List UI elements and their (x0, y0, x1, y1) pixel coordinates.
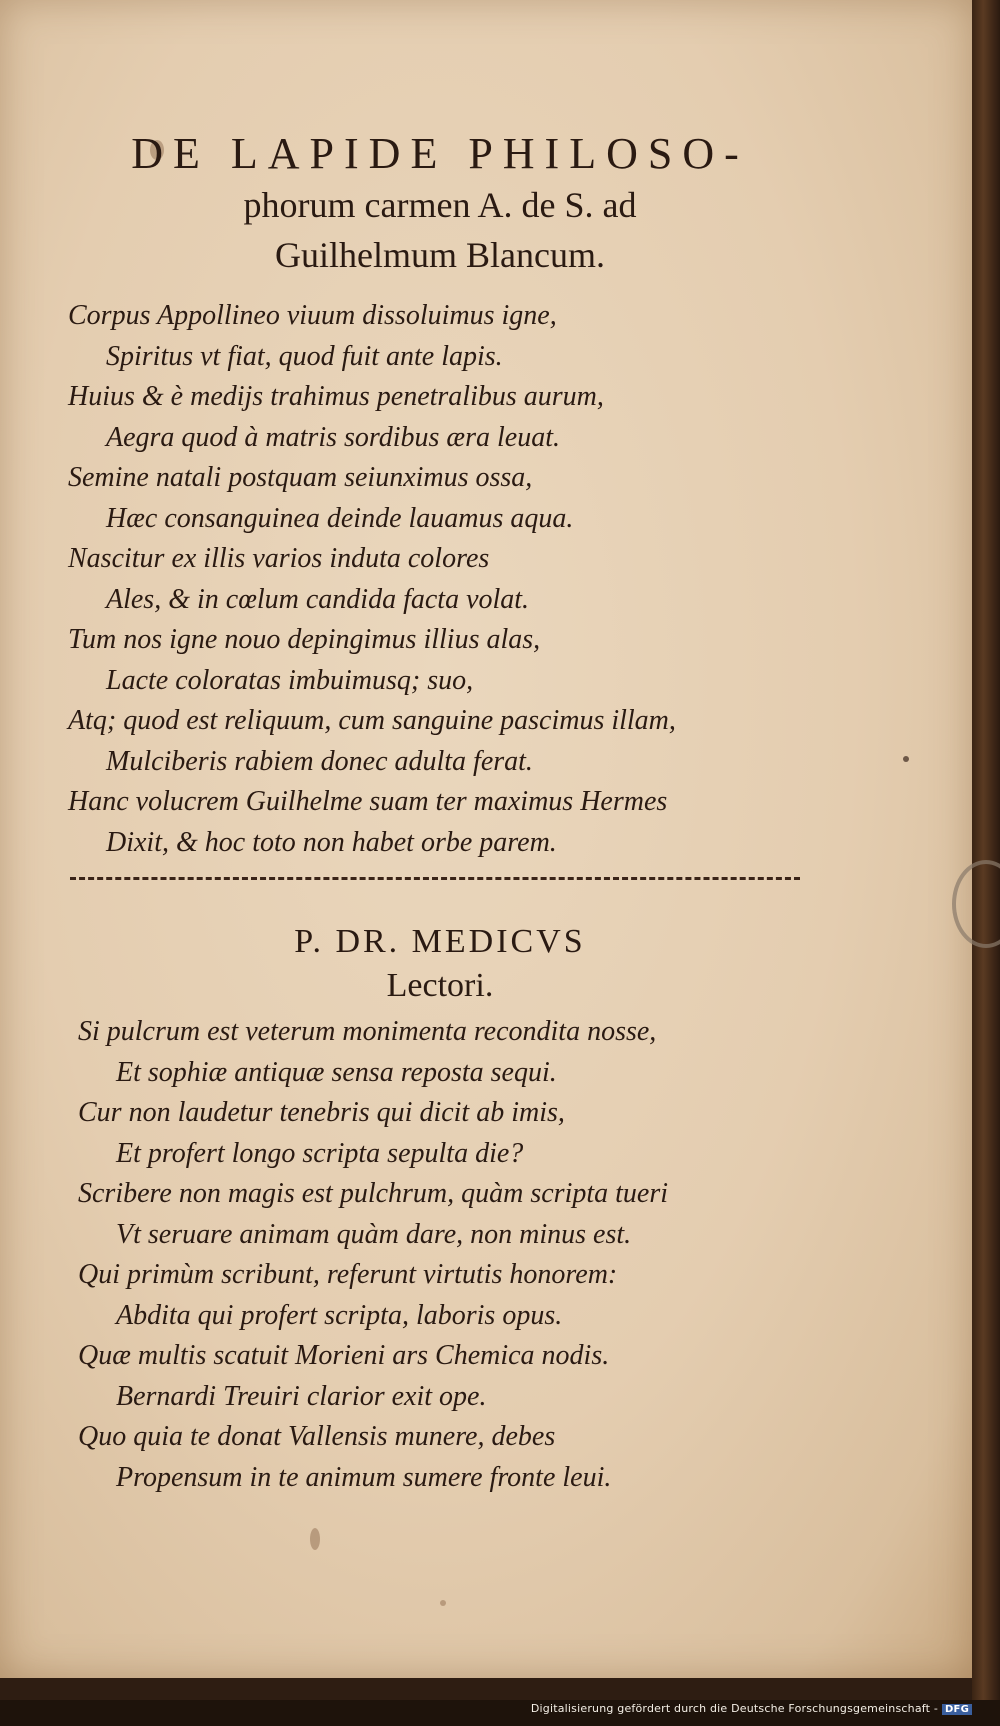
title-heading (60, 128, 820, 280)
verse-line: Quo quia te donat Vallensis munere, debes (78, 1421, 556, 1452)
section-heading (60, 920, 820, 1008)
verse-line: Hæc consanguinea deinde lauamus aqua. (106, 502, 574, 534)
verse-line: Propensum in te animum sumere fronte leui. (116, 1461, 612, 1493)
verse-line: Corpus Appollineo viuum dissoluimus igne, (68, 300, 557, 331)
ink-stain (440, 1600, 446, 1606)
verse-line: Quæ multis scatuit Morieni ars Chemica nodis. (78, 1340, 610, 1371)
verse-line: Dixit, & hoc toto non habet orbe parem. (106, 826, 557, 858)
ink-stain (903, 756, 909, 762)
verse-line: Bernardi Treuiri clarior exit ope. (116, 1380, 487, 1412)
verse-line: Si pulcrum est veterum monimenta recondita nosse, (78, 1016, 657, 1047)
title-line-2: phorum carmen A. de S. ad (243, 185, 637, 225)
verse-line: Et profert longo scripta sepulta die? (116, 1137, 524, 1169)
verse-line: Et sophiæ antiquæ sensa reposta sequi. (116, 1056, 557, 1088)
section-heading-line-2: Lectori. (386, 967, 494, 1004)
dfg-logo: DFG (942, 1704, 972, 1715)
verse-line: Nascitur ex illis varios induta colores (68, 543, 490, 574)
verse-line: Ales, & in cœlum candida facta volat. (106, 583, 530, 615)
poem-carmen (68, 296, 828, 863)
title-line-3: Guilhelmum Blancum. (275, 235, 605, 275)
verse-line: Semine natali postquam seiunximus ossa, (68, 462, 533, 493)
verse-line: Huius & è medijs trahimus penetralibus aurum, (68, 381, 604, 412)
verse-line: Qui primùm scribunt, referunt virtutis honorem: (78, 1259, 618, 1290)
verse-line: Abdita qui profert scripta, laboris opus. (116, 1299, 563, 1331)
verse-line: Spiritus vt fiat, quod fuit ante lapis. (106, 340, 503, 372)
verse-line: Scribere non magis est pulchrum, quàm scripta tueri (78, 1178, 669, 1209)
verse-line: Mulciberis rabiem donec adulta ferat. (106, 745, 533, 777)
verse-line: Cur non laudetur tenebris qui dicit ab imis, (78, 1097, 565, 1128)
book-binding-edge (972, 0, 1000, 1700)
digitization-credit (531, 1702, 972, 1715)
verse-line: Vt seruare animam quàm dare, non minus est. (116, 1218, 632, 1250)
verse-line: Hanc volucrem Guilhelme suam ter maximus Hermes (68, 786, 668, 817)
verse-line: Aegra quod à matris sordibus æra leuat. (106, 421, 560, 453)
credit-text: Digitalisierung gefördert durch die Deutsche Forschungsgemeinschaft - (530, 1702, 939, 1715)
section-heading-line-1: P. DR. MEDICVS (294, 923, 586, 960)
section-divider (70, 877, 800, 880)
verse-line: Tum nos igne nouo depingimus illius alas, (68, 624, 541, 655)
verse-line: Atq; quod est reliquum, cum sanguine pascimus illam, (68, 705, 676, 736)
poem-lectori (78, 1012, 838, 1498)
verse-line: Lacte coloratas imbuimusq; suo, (106, 664, 474, 696)
ink-stain (310, 1528, 320, 1550)
title-line-1: DE LAPIDE PHILOSO- (131, 129, 749, 178)
